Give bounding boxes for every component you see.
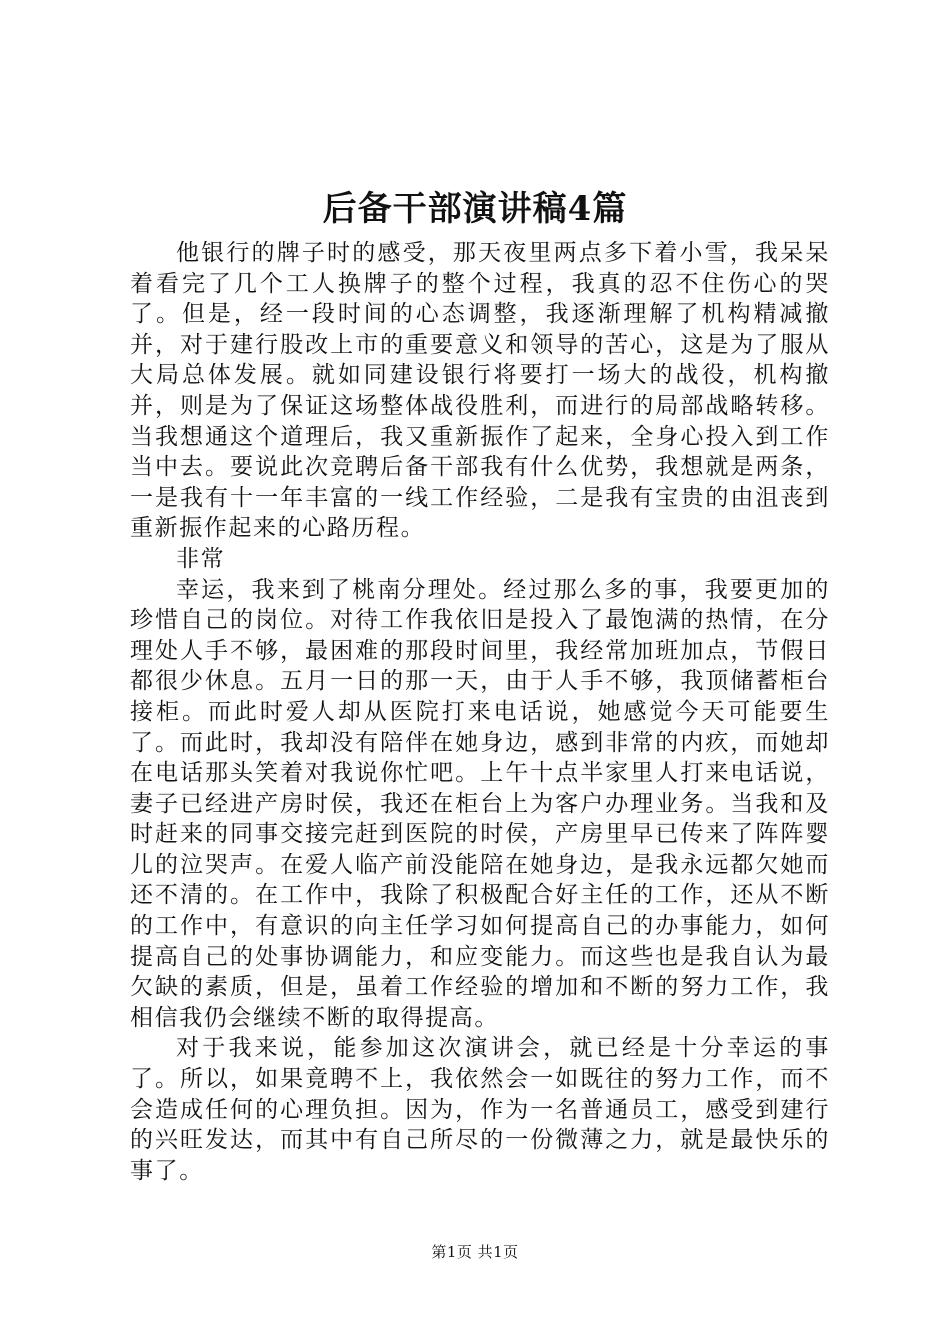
page-number-footer: 第1页 共1页 bbox=[431, 1243, 519, 1261]
paragraph: 幸运，我来到了桃南分理处。经过那么多的事，我要更加的珍惜自己的岗位。对待工作我依旧是投入了最饱满的热情，在分理处人手不够，最困难的那段时间里，我经常加班加点，节假日都很少休息。五月一日的那一天，由于人手不够，我顶储蓄柜台接柜。而此时爱人却从医院打来电话说，她感觉今天可能要生了。而此时，我却没有陪伴在她身边，感到非常的内疚，而她却在电话那头笑着对我说你忙吧。上午十点半家里人打来电话说，妻子已经进产房时侯，我还在柜台上为客户办理业务。当我和及时赶来的同事交接完赶到医院的时侯，产房里早已传来了阵阵婴儿的泣哭声。在爱人临产前没能陪在她身边，是我永远都欠她而还不清的。在工作中，我除了积极配合好主任的工作，还从不断的工作中，有意识的向主任学习如何提高自己的办事能力，如何提高自己的处事协调能力，和应变能力。而这些也是我自认为最欠缺的素质，但是，虽着工作经验的增加和不断的努力工作，我相信我仍会继续不断的取得提高。 bbox=[130, 576, 830, 1031]
document-body bbox=[130, 238, 830, 1186]
paragraph: 他银行的牌子时的感受，那天夜里两点多下着小雪，我呆呆着看完了几个工人换牌子的整个过程，我真的忍不住伤心的哭了。但是，经一段时间的心态调整，我逐渐理解了机构精减撤并，对于建行股改上市的重要意义和领导的苦心，这是为了服从大局总体发展。就如同建设银行将要打一场大的战役，机构撤并，则是为了保证这场整体战役胜利，而进行的局部战略转移。当我想通这个道理后，我又重新振作了起来，全身心投入到工作当中去。要说此次竞聘后备干部我有什么优势，我想就是两条，一是我有十一年丰富的一线工作经验，二是我有宝贵的由沮丧到重新振作起来的心路历程。 bbox=[130, 240, 830, 542]
paragraph: 非常 bbox=[176, 545, 226, 572]
document-title: 后备干部演讲稿4篇 bbox=[322, 189, 628, 229]
paragraph: 对于我来说，能参加这次演讲会，就已经是十分幸运的事了。所以，如果竟聘不上，我依然会一如既往的努力工作，而不会造成任何的心理负担。因为，作为一名普通员工，感受到建行的兴旺发达，而其中有自己所尽的一份微薄之力，就是最快乐的事了。 bbox=[130, 1035, 830, 1184]
